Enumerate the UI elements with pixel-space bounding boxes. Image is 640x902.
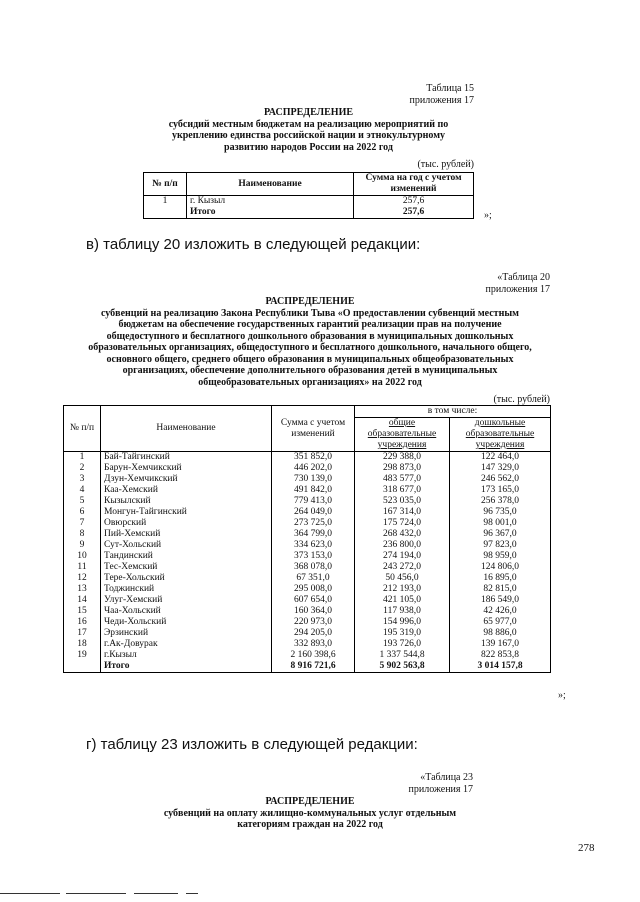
cell-preschool: 139 167,0 bbox=[450, 639, 551, 650]
table23-caption-line2: приложения 17 bbox=[408, 783, 473, 795]
table-row bbox=[64, 584, 551, 595]
cell-preschool: 124 806,0 bbox=[450, 562, 551, 573]
amendment-g: г) таблицу 23 изложить в следующей редакции: bbox=[86, 736, 418, 753]
cell-name: Барун-Хемчикский bbox=[101, 463, 272, 474]
table23-title: РАСПРЕДЕЛЕНИЕ bbox=[265, 796, 355, 807]
footer-rule bbox=[134, 893, 178, 894]
cell-sum: 364 799,0 bbox=[272, 529, 355, 540]
table15-units: (тыс. рублей) bbox=[417, 159, 474, 170]
cell-name: Тандинский bbox=[101, 551, 272, 562]
table20-subtitle-line: основного общего, среднего общего образования в муниципальных общеобразовательных bbox=[106, 353, 514, 365]
table20-caption-line2: приложения 17 bbox=[485, 283, 550, 295]
cell-preschool: 246 562,0 bbox=[450, 474, 551, 485]
cell-sum: 220 973,0 bbox=[272, 617, 355, 628]
table15-subtitle-line: субсидий местным бюджетам на реализацию мероприятий по bbox=[168, 118, 449, 130]
table15-subtitle-line: укреплению единства российской нации и этнокультурному bbox=[171, 130, 446, 141]
table-row bbox=[64, 540, 551, 551]
table15-heading bbox=[143, 107, 474, 153]
cell-num: 10 bbox=[64, 551, 101, 562]
cell-preschool: 42 426,0 bbox=[450, 606, 551, 617]
table20-subtitle-line: бюджетам на обеспечение государственных гарантий реализации прав на получение bbox=[118, 319, 502, 330]
cell-name: Улуг-Хемский bbox=[101, 595, 272, 606]
table-row bbox=[64, 452, 551, 464]
cell-general: 523 035,0 bbox=[355, 496, 450, 507]
cell-num: 12 bbox=[64, 573, 101, 584]
table20-body bbox=[64, 452, 551, 673]
cell-num: 7 bbox=[64, 518, 101, 529]
table20-subtitle-line: общедоступного и бесплатного дошкольного образования в муниципальных дошкольных bbox=[106, 330, 514, 342]
cell-name: Тере-Хольский bbox=[101, 573, 272, 584]
total-general: 5 902 563,8 bbox=[355, 661, 450, 673]
header-preschool bbox=[450, 418, 551, 452]
cell-preschool: 122 464,0 bbox=[450, 452, 551, 464]
cell-preschool: 822 853,8 bbox=[450, 650, 551, 661]
cell-name: Овюрский bbox=[101, 518, 272, 529]
table-row bbox=[64, 639, 551, 650]
cell-name: Чеди-Хольский bbox=[101, 617, 272, 628]
table20-caption bbox=[400, 272, 550, 295]
cell-sum: 67 351,0 bbox=[272, 573, 355, 584]
cell-name: Эрзинский bbox=[101, 628, 272, 639]
cell-name: Тес-Хемский bbox=[101, 562, 272, 573]
table20-close-mark: »; bbox=[558, 690, 566, 701]
cell-general: 175 724,0 bbox=[355, 518, 450, 529]
cell-num: 1 bbox=[144, 196, 187, 208]
cell-sum: 334 623,0 bbox=[272, 540, 355, 551]
cell-general: 268 432,0 bbox=[355, 529, 450, 540]
table-row bbox=[64, 650, 551, 661]
cell-sum: 491 842,0 bbox=[272, 485, 355, 496]
header-preschool-text: дошкольные образовательные учреждения bbox=[465, 418, 535, 450]
cell-general: 50 456,0 bbox=[355, 573, 450, 584]
header-including: в том числе: bbox=[355, 406, 551, 418]
table15 bbox=[143, 172, 474, 219]
table-row bbox=[64, 474, 551, 485]
table20-units: (тыс. рублей) bbox=[493, 394, 550, 405]
cell-preschool: 256 378,0 bbox=[450, 496, 551, 507]
table15-close-mark: »; bbox=[484, 210, 492, 221]
table-row bbox=[144, 196, 474, 208]
cell-preschool: 186 549,0 bbox=[450, 595, 551, 606]
table20-subtitle-line: общеобразовательных организациях» на 2022 год bbox=[198, 376, 422, 388]
total-name: Итого bbox=[101, 661, 272, 673]
cell-name: Чаа-Хольский bbox=[101, 606, 272, 617]
footer-rule bbox=[186, 893, 198, 894]
cell-sum: 2 160 398,6 bbox=[272, 650, 355, 661]
cell-general: 298 873,0 bbox=[355, 463, 450, 474]
cell-sum: 257,6 bbox=[354, 196, 474, 208]
cell-name: г.Кызыл bbox=[101, 650, 272, 661]
table-row bbox=[64, 628, 551, 639]
cell-preschool: 16 895,0 bbox=[450, 573, 551, 584]
amendment-v: в) таблицу 20 изложить в следующей редакции: bbox=[86, 236, 421, 253]
cell-sum: 779 413,0 bbox=[272, 496, 355, 507]
cell-name: Сут-Хольский bbox=[101, 540, 272, 551]
cell-general: 1 337 544,8 bbox=[355, 650, 450, 661]
cell-name: Кызылский bbox=[101, 496, 272, 507]
cell-sum: 264 049,0 bbox=[272, 507, 355, 518]
cell-preschool: 96 735,0 bbox=[450, 507, 551, 518]
cell-general: 195 319,0 bbox=[355, 628, 450, 639]
cell-sum: 295 008,0 bbox=[272, 584, 355, 595]
table15-title: РАСПРЕДЕЛЕНИЕ bbox=[263, 107, 354, 118]
total-sum: 8 916 721,6 bbox=[272, 661, 355, 673]
table-row bbox=[64, 529, 551, 540]
cell-name: г. Кызыл bbox=[187, 196, 354, 208]
cell-preschool: 96 367,0 bbox=[450, 529, 551, 540]
cell-num: 13 bbox=[64, 584, 101, 595]
table23-caption bbox=[350, 772, 473, 795]
cell-general: 243 272,0 bbox=[355, 562, 450, 573]
cell-general: 421 105,0 bbox=[355, 595, 450, 606]
cell-num: 19 bbox=[64, 650, 101, 661]
cell-sum: 607 654,0 bbox=[272, 595, 355, 606]
table-row bbox=[64, 507, 551, 518]
table20 bbox=[63, 405, 551, 673]
cell-name: Каа-Хемский bbox=[101, 485, 272, 496]
total-sum: 257,6 bbox=[354, 207, 474, 219]
table23-caption-line1: «Таблица 23 bbox=[420, 772, 473, 783]
table-row bbox=[64, 595, 551, 606]
table15-caption-line2: приложения 17 bbox=[409, 94, 474, 106]
table-row bbox=[64, 562, 551, 573]
table23-heading bbox=[120, 796, 500, 831]
cell-general: 212 193,0 bbox=[355, 584, 450, 595]
table20-subtitle-line: субвенций на реализацию Закона Республики Тыва «О предоставлении субвенций местным bbox=[101, 307, 519, 319]
cell-num: 17 bbox=[64, 628, 101, 639]
table-row bbox=[64, 573, 551, 584]
cell-name: г.Ак-Довурак bbox=[101, 639, 272, 650]
header-name: Наименование bbox=[101, 406, 272, 452]
table-row bbox=[64, 606, 551, 617]
header-name: Наименование bbox=[187, 173, 354, 196]
header-sum: Сумма на год с учетом изменений bbox=[354, 173, 474, 196]
cell-num: 14 bbox=[64, 595, 101, 606]
cell-num: 2 bbox=[64, 463, 101, 474]
cell-preschool: 173 165,0 bbox=[450, 485, 551, 496]
page-number: 278 bbox=[578, 842, 595, 854]
cell-num: 1 bbox=[64, 452, 101, 464]
total-label: Итого bbox=[187, 207, 354, 219]
cell-num: 3 bbox=[64, 474, 101, 485]
cell-name: Бай-Тайгинский bbox=[101, 452, 272, 464]
footer-rule bbox=[66, 893, 126, 894]
cell-num: 4 bbox=[64, 485, 101, 496]
table-row bbox=[64, 551, 551, 562]
cell-num: 5 bbox=[64, 496, 101, 507]
cell-preschool: 97 823,0 bbox=[450, 540, 551, 551]
cell-num: 15 bbox=[64, 606, 101, 617]
table23-subtitle-line: субвенций на оплату жилищно-коммунальных услуг отдельным bbox=[163, 807, 457, 819]
cell-num: 16 bbox=[64, 617, 101, 628]
cell-preschool: 82 815,0 bbox=[450, 584, 551, 595]
cell-general: 483 577,0 bbox=[355, 474, 450, 485]
cell-sum: 730 139,0 bbox=[272, 474, 355, 485]
cell-preschool: 65 977,0 bbox=[450, 617, 551, 628]
cell-sum: 446 202,0 bbox=[272, 463, 355, 474]
cell-general: 318 677,0 bbox=[355, 485, 450, 496]
header-num: № п/п bbox=[144, 173, 187, 196]
footer-rule bbox=[0, 893, 60, 894]
cell-name: Пий-Хемский bbox=[101, 529, 272, 540]
cell-num: 11 bbox=[64, 562, 101, 573]
header-general-text: общие образовательные учреждения bbox=[367, 418, 437, 450]
cell-general: 229 388,0 bbox=[355, 452, 450, 464]
table20-subtitle-line: организациях, обеспечение дополнительного образования детей в муниципальных bbox=[122, 365, 498, 376]
cell-sum: 368 078,0 bbox=[272, 562, 355, 573]
table-total-row bbox=[144, 207, 474, 219]
header-sum: Сумма с учетом изменений bbox=[272, 406, 355, 452]
total-num-empty bbox=[64, 661, 101, 673]
cell-general: 154 996,0 bbox=[355, 617, 450, 628]
table15-caption-line1: Таблица 15 bbox=[426, 83, 474, 94]
table23-subtitle-line: категориям граждан на 2022 год bbox=[237, 819, 383, 830]
table-row bbox=[64, 617, 551, 628]
cell-sum: 373 153,0 bbox=[272, 551, 355, 562]
table-row bbox=[64, 496, 551, 507]
table15-subtitle-line: развитию народов России на 2022 год bbox=[224, 141, 393, 153]
cell-general: 117 938,0 bbox=[355, 606, 450, 617]
cell-general: 167 314,0 bbox=[355, 507, 450, 518]
table-total-row bbox=[64, 661, 551, 673]
cell-general: 236 800,0 bbox=[355, 540, 450, 551]
cell-general: 274 194,0 bbox=[355, 551, 450, 562]
table20-caption-line1: «Таблица 20 bbox=[497, 272, 550, 283]
cell-name: Монгун-Тайгинский bbox=[101, 507, 272, 518]
cell-preschool: 98 001,0 bbox=[450, 518, 551, 529]
cell-num: 9 bbox=[64, 540, 101, 551]
cell-sum: 294 205,0 bbox=[272, 628, 355, 639]
table-row bbox=[64, 518, 551, 529]
total-preschool: 3 014 157,8 bbox=[450, 661, 551, 673]
header-general bbox=[355, 418, 450, 452]
header-num: № п/п bbox=[64, 406, 101, 452]
table-row bbox=[64, 463, 551, 474]
cell-preschool: 147 329,0 bbox=[450, 463, 551, 474]
cell-sum: 351 852,0 bbox=[272, 452, 355, 464]
cell-name: Дзун-Хемчикский bbox=[101, 474, 272, 485]
cell-name: Тоджинский bbox=[101, 584, 272, 595]
cell-sum: 273 725,0 bbox=[272, 518, 355, 529]
cell-num: 18 bbox=[64, 639, 101, 650]
cell-num: 8 bbox=[64, 529, 101, 540]
table20-subtitle-line: образовательных организациях, общедоступного и бесплатного дошкольного, начального общего, bbox=[88, 342, 532, 353]
cell-sum: 332 893,0 bbox=[272, 639, 355, 650]
cell-num-empty bbox=[144, 207, 187, 219]
cell-sum: 160 364,0 bbox=[272, 606, 355, 617]
cell-preschool: 98 886,0 bbox=[450, 628, 551, 639]
cell-num: 6 bbox=[64, 507, 101, 518]
table20-heading bbox=[55, 296, 565, 388]
table20-title: РАСПРЕДЕЛЕНИЕ bbox=[265, 296, 355, 307]
table15-caption bbox=[300, 83, 474, 106]
cell-general: 193 726,0 bbox=[355, 639, 450, 650]
table-row bbox=[64, 485, 551, 496]
cell-preschool: 98 959,0 bbox=[450, 551, 551, 562]
